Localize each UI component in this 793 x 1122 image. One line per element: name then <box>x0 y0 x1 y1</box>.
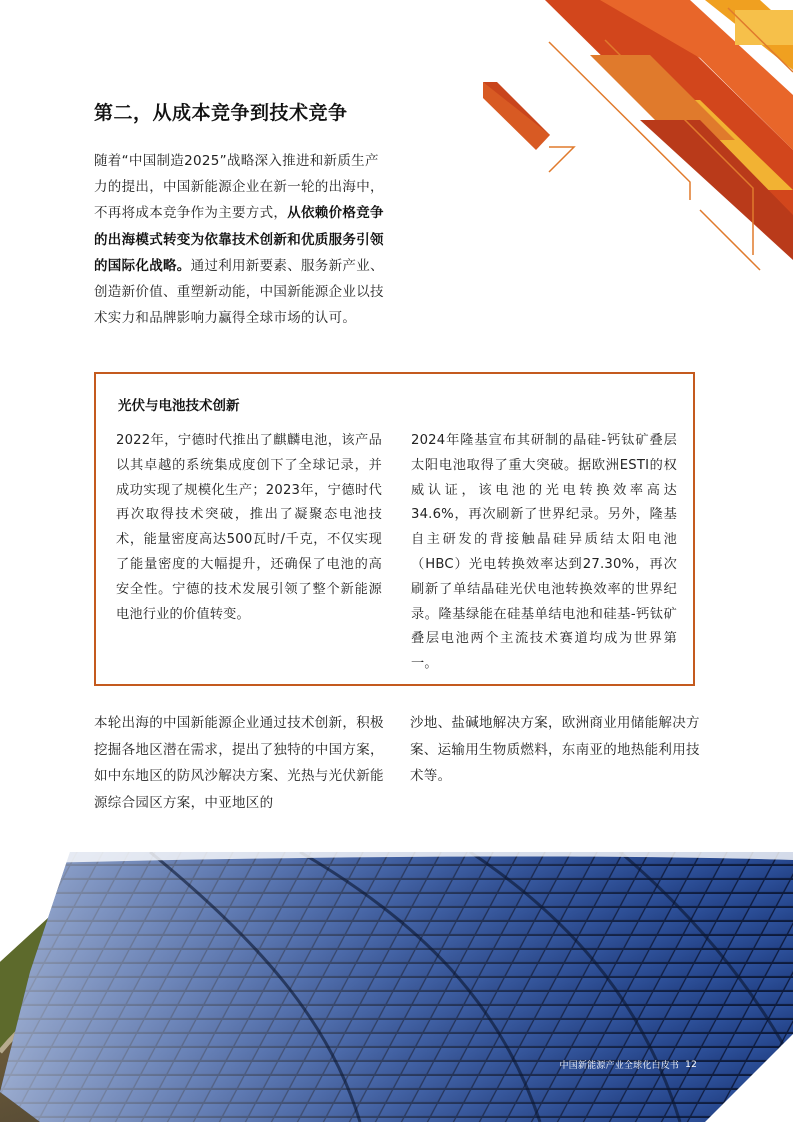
callout-right-paragraph: 2024年隆基宣布其研制的晶硅-钙钛矿叠层太阳电池取得了重大突破。据欧洲ESTI的权威认证，该电池的光电转换效率高达34.6%，再次刷新了世界纪录。另外，隆基自主研发的背接触晶硅异质结太阳电池（HBC）光电转换效率达到27.30%，再次刷新了单结晶硅光伏电池转换效率的世界纪录。隆基绿能在硅基单结电池和硅基-钙钛矿叠层电池两个主流技术赛道均成为世界第一。 <box>411 433 677 672</box>
body-right-paragraph: 沙地、盐碱地解决方案，欧洲商业用储能解决方案、运输用生物质燃料，东南亚的地热能利用技术等。 <box>410 715 700 785</box>
callout-box <box>94 372 695 686</box>
callout-left-paragraph: 2022年，宁德时代推出了麒麟电池，该产品以其卓越的系统集成度创下了全球记录，并成功实现了规模化生产；2023年，宁德时代再次取得技术突破，推出了凝聚态电池技术，能量密度高达500瓦时/千克，不仅实现了能量密度的大幅提升，还确保了电池的高安全性。宁德的技术发展引领了整个新能源电池行业的价值转变。 <box>116 433 382 622</box>
intro-tail-text: 通过利用新要素、服务新产业、创造新价值、重塑新动能，中国新能源企业以技术实力和品牌影响力赢得全球市场的认可。 <box>94 257 384 327</box>
intro-lead-text: 随着“中国制造2025”战略深入推进和新质生产力的提出，中国新能源企业在新一轮的出海中，不再将成本竞争作为主要方式， <box>94 153 384 222</box>
footer-page-number: 12 <box>685 1059 697 1070</box>
callout-title: 光伏与电池技术创新 <box>118 398 240 414</box>
solar-farm-photo <box>0 852 793 1122</box>
page-footer <box>560 1058 697 1071</box>
body-left-paragraph: 本轮出海的中国新能源企业通过技术创新，积极挖掘各地区潜在需求，提出了独特的中国方案，如中东地区的防风沙解决方案、光热与光伏新能源综合园区方案，中亚地区的 <box>94 715 384 811</box>
section-title: 第二，从成本竞争到技术竞争 <box>94 102 348 124</box>
intro-bold-text: 从依赖价格竞争的出海模式转变为依靠技术创新和优质服务引领的国际化战略。 <box>94 205 384 274</box>
footer-doc-title: 中国新能源产业全球化白皮书 <box>559 1061 680 1071</box>
intro-paragraph <box>94 148 384 331</box>
